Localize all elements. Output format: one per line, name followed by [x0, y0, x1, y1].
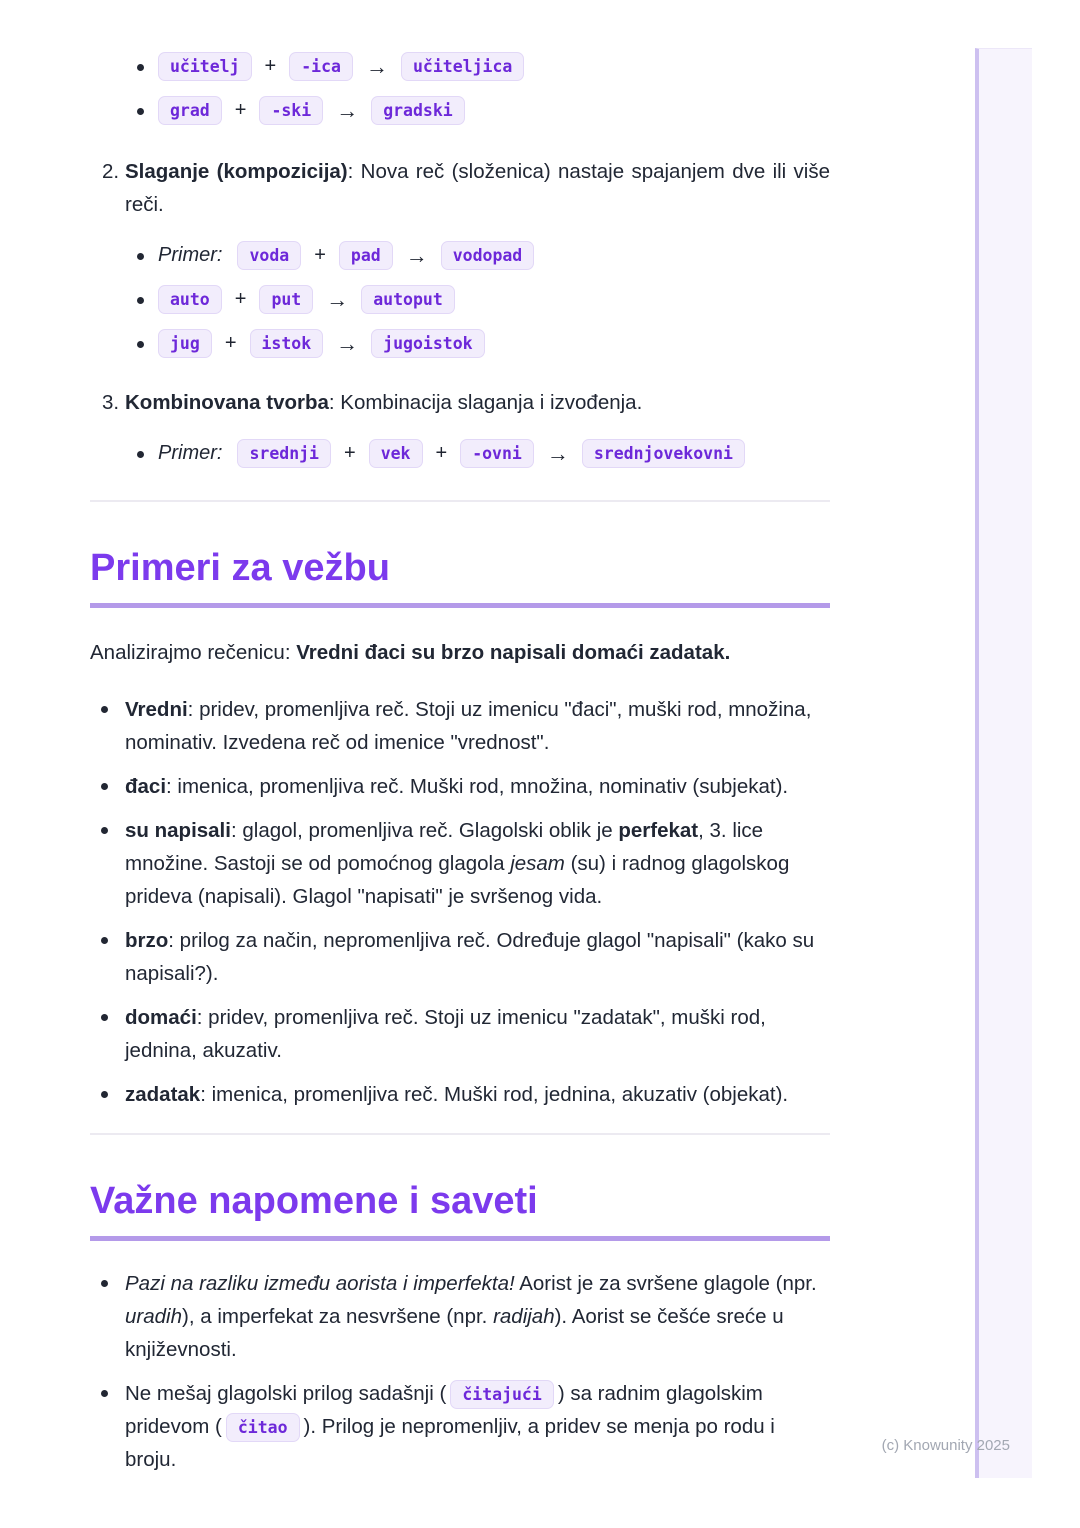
word-chip: učiteljica: [401, 52, 524, 81]
arrow-operator: →: [546, 440, 569, 466]
list-item: [90, 693, 830, 759]
tips-list: [90, 1267, 830, 1476]
item-definition: : Nova reč (složenica) nastaje spajanjem dve ili više reči.: [125, 160, 830, 216]
plus-operator: +: [234, 99, 247, 121]
slaganje-example-list: [90, 241, 830, 358]
tip-text: ), a imperfekat za nesvršene (npr.: [182, 1305, 494, 1328]
emphasis-italic: radijah: [493, 1305, 555, 1328]
formula-row: [90, 241, 830, 270]
word-chip: pad: [339, 241, 393, 270]
word-chip: grad: [158, 96, 222, 125]
numbered-item-kombinovana: [90, 386, 830, 419]
term-description: (su) i radnog glagolskog prideva (napisali). Glagol "napisati" je svršenog vida.: [125, 852, 790, 908]
word-chip: čitajući: [450, 1380, 553, 1409]
arrow-operator: →: [336, 330, 359, 356]
kombinovana-example-list: [90, 439, 830, 468]
list-item: [90, 1001, 830, 1067]
word-chip: -ovni: [460, 439, 534, 468]
word-chip: čitao: [226, 1413, 300, 1442]
primer-label: Primer:: [158, 244, 223, 266]
emphasis-italic: uradih: [125, 1305, 182, 1328]
list-item: [90, 1078, 830, 1111]
arrow-operator: →: [336, 97, 359, 123]
word-chip: vek: [369, 439, 423, 468]
tip-text: Ne mešaj glagolski prilog sadašnji (: [125, 1382, 447, 1405]
plus-operator: +: [435, 442, 448, 464]
emphasis-italic: Pazi na razliku između aorista i imperfekta!: [125, 1272, 515, 1295]
analysis-list: [90, 693, 830, 1111]
word-chip: srednjovekovni: [582, 439, 745, 468]
formula-row: [90, 285, 830, 314]
formula-row: [90, 439, 830, 468]
item-definition: : Kombinacija slaganja i izvođenja.: [328, 391, 643, 414]
term-description: : prilog za način, nepromenljiva reč. Određuje glagol "napisali" (kako su napisali?).: [125, 929, 815, 985]
word-chip: auto: [158, 285, 222, 314]
word-chip: gradski: [371, 96, 465, 125]
item-number: 2.: [102, 160, 120, 183]
word-chip: voda: [237, 241, 301, 270]
word-chip: jug: [158, 329, 212, 358]
tip-text: ). Aorist se češće sreće u književnosti.: [125, 1305, 784, 1361]
arrow-operator: →: [405, 242, 428, 268]
section-title-primeri: Primeri za vežbu: [90, 546, 830, 608]
item-term: Kombinovana tvorba: [125, 391, 329, 414]
list-item: [90, 1377, 830, 1476]
term-description: : pridev, promenljiva reč. Stoji uz imenicu "đaci", muški rod, množina, nominativ. Izvedena reč od imenice "vrednost".: [125, 698, 812, 754]
plus-operator: +: [224, 332, 237, 354]
word-chip: vodopad: [441, 241, 535, 270]
plus-operator: +: [264, 55, 277, 77]
plus-operator: +: [314, 244, 326, 266]
tip-text: ). Prilog je nepromenljiv, a pridev se menja po rodu i broju.: [125, 1415, 775, 1471]
term-description: : imenica, promenljiva reč. Muški rod, množina, nominativ (subjekat).: [166, 775, 789, 798]
section-title-napomene: Važne napomene i saveti: [90, 1179, 830, 1241]
intro-plain-text: Analizirajmo rečenicu:: [90, 641, 297, 664]
arrow-operator: →: [326, 286, 349, 312]
term-description: , 3. lice množine. Sastoji se od pomoćnog glagola: [125, 819, 764, 875]
term-label: brzo: [125, 929, 169, 952]
term-label: su napisali: [125, 819, 231, 842]
term-label: đaci: [125, 775, 167, 798]
list-item: [90, 924, 830, 990]
formula-row: [90, 329, 830, 358]
emphasis-bold: perfekat: [618, 819, 699, 842]
arrow-operator: →: [365, 53, 388, 79]
section-divider: [90, 1133, 830, 1135]
item-term: Slaganje (kompozicija): [125, 160, 348, 183]
word-chip: srednji: [237, 439, 331, 468]
item-number: 3.: [102, 391, 120, 414]
term-description: : glagol, promenljiva reč. Glagolski oblik je: [230, 819, 619, 842]
document-content: [90, 0, 830, 1487]
plus-operator: +: [344, 442, 356, 464]
emphasis-italic: jesam: [510, 852, 565, 875]
suffix-formula-list: [90, 52, 830, 125]
word-chip: istok: [250, 329, 324, 358]
word-chip: put: [259, 285, 313, 314]
section-divider: [90, 500, 830, 502]
formula-row: [90, 52, 830, 81]
tip-text: ) sa radnim glagolskim pridevom (: [125, 1382, 763, 1438]
numbered-item-slaganje: [90, 155, 830, 221]
tip-text: Aorist je za svršene glagole (npr.: [514, 1272, 817, 1295]
term-label: Vredni: [125, 698, 188, 721]
term-label: zadatak: [125, 1083, 201, 1106]
word-chip: jugoistok: [371, 329, 484, 358]
word-chip: -ski: [259, 96, 323, 125]
term-description: : pridev, promenljiva reč. Stoji uz imenicu "zadatak", muški rod, jednina, akuzativ.: [125, 1006, 766, 1062]
list-item: [90, 770, 830, 803]
footer-copyright: (c) Knowunity 2025: [881, 1437, 1010, 1454]
intro-sentence: [90, 636, 830, 669]
word-chip: učitelj: [158, 52, 252, 81]
plus-operator: +: [234, 288, 247, 310]
word-chip: autoput: [361, 285, 455, 314]
intro-bold-sentence: Vredni đaci su brzo napisali domaći zadatak.: [296, 641, 731, 664]
term-label: domaći: [125, 1006, 197, 1029]
word-chip: -ica: [289, 52, 353, 81]
formula-row: [90, 96, 830, 125]
term-description: : imenica, promenljiva reč. Muški rod, jednina, akuzativ (objekat).: [200, 1083, 789, 1106]
primer-label: Primer:: [158, 442, 223, 464]
next-page-edge-strip: [975, 48, 1032, 1478]
list-item: [90, 814, 830, 913]
list-item: [90, 1267, 830, 1366]
